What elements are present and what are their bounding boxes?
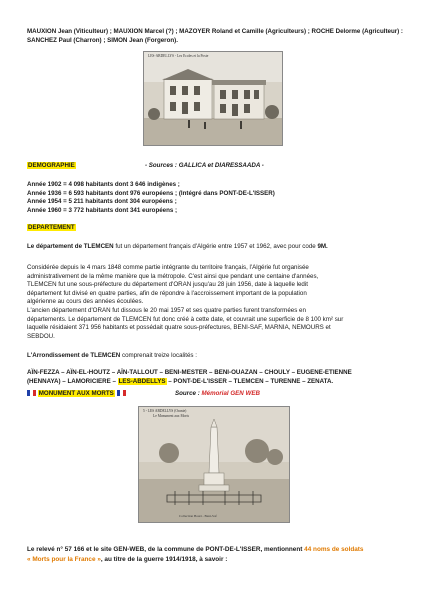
school-photo-caption: LES-ABDELLYS - Les Ecoles et la Poste <box>148 54 209 58</box>
localities-highlight: LES-ABDELLYS <box>118 377 166 385</box>
french-flag-icon <box>117 390 126 396</box>
paragraph-line: algérienne au cours des années écoulées. <box>27 298 144 306</box>
demographie-list <box>27 181 407 215</box>
footer-highlight: 44 noms de soldats <box>304 546 364 553</box>
monument-photo-caption-1: 5 - LES ABDELLYS (Oranie) <box>143 409 187 413</box>
footer-text <box>27 545 422 564</box>
french-flag-icon <box>27 390 36 396</box>
departement-intro-bold: Le département de TLEMCEN <box>27 243 114 250</box>
demographie-heading: DEMOGRAPHIE <box>28 162 75 169</box>
monument-source-name: Mémorial GEN WEB <box>201 390 260 397</box>
paragraph-line: SEBDOU. <box>27 332 55 340</box>
monument-source <box>175 390 260 399</box>
paragraph-line: L'ancien département d'ORAN fut dissous le 20 mai 1957 et ses quatre parties furent transformées en <box>27 306 306 314</box>
arrondissement-bold: L'Arrondissement de TLEMCEN <box>27 352 121 359</box>
localities <box>27 369 417 386</box>
footer-line-2 <box>27 555 422 565</box>
paragraph-line: départements. Le département de TLEMCEN fut donc créé à cette date, et couvrait une superficie de 8 100 km² sur <box>27 315 344 323</box>
localities-line-2-pre: (HENNAYA) – LAMORICIERE – <box>27 377 118 385</box>
arrondissement-rest: comprenait treize localités : <box>120 352 197 359</box>
footer-pre: Le relevé n° 57 166 et le site GEN-WEB, de la commune de PONT-DE-L'ISSER, mentionnent <box>27 546 305 553</box>
departement-heading: DEPARTEMENT <box>28 224 75 231</box>
footer-line2-rest: , au titre de la guerre 1914/1918, à savoir : <box>100 555 228 563</box>
demographie-heading-row <box>27 162 407 171</box>
localities-line-2 <box>27 378 417 387</box>
monument-heading: MONUMENT AUX MORTS <box>38 390 114 397</box>
departement-heading-row <box>27 224 76 233</box>
school-photo-drawing <box>144 52 282 145</box>
paragraph-line: laquelle résidaient 371 956 habitants et possédait quatre sous-préfectures, BENI-SAF, MARNIA, NEMOURS et <box>27 324 331 332</box>
demographie-row: Année 1936 = 6 593 habitants dont 976 européens ; (Intégré dans PONT-DE-L'ISSER) <box>27 189 275 197</box>
demographie-sources: - Sources : GALLICA et DIARESSAADA - <box>145 162 264 169</box>
demographie-row: Année 1954 = 5 211 habitants dont 304 européens ; <box>27 198 177 206</box>
departement-code: 9M. <box>317 243 328 250</box>
footer-line2-highlight: « Morts pour la France » <box>27 555 101 563</box>
paragraph-line: Considérée depuis le 4 mars 1848 comme partie intégrante du territoire français, l'Algérie fut organisée <box>27 264 309 271</box>
localities-line-2-post: – PONT-DE-L'ISSER – TLEMCEN – TURENNE – ZENATA. <box>166 377 334 385</box>
monument-heading-row <box>27 390 407 399</box>
monument-photo <box>138 406 290 523</box>
localities-line-1: AÏN-FEZZA – AÏN-EL-HOUTZ – AÏN-TALLOUT – BENI-MESTER – BENI-OUAZAN – CHOULY – EUGENE-ETIENNE <box>27 369 352 376</box>
footer-line-1 <box>27 545 422 555</box>
paragraph-line: département fut divisé en quatre parties, afin de répondre à l'accroissement important de la population <box>27 289 307 297</box>
demographie-row: Année 1960 = 3 772 habitants dont 341 européens ; <box>27 206 178 214</box>
paragraph-line: TLEMCEN fut une sous-préfecture du département d'ORAN jusqu'au 28 juin 1956, date à laquelle ledit <box>27 281 308 289</box>
monument-source-label: Source : <box>175 390 202 397</box>
header-line-2: SANCHEZ Paul (Charron) ; SIMON Jean (Forgeron). <box>27 36 178 44</box>
header-line-1: MAUXION Jean (Viticulteur) ; MAUXION Marcel (?) ; MAZOYER Roland et Camille (Agriculteurs) ; ROCHE Delorme (Agriculteur) : <box>27 28 403 35</box>
demographie-row: Année 1902 = 4 098 habitants dont 3 646 indigènes ; <box>27 181 180 188</box>
departement-intro <box>27 243 412 252</box>
departement-intro-rest: fut un département français d'Algérie entre 1957 et 1962, avec pour code <box>113 243 318 250</box>
paragraph-line: administrativement de la même manière que la métropole. C'est ainsi que pendant une centaine d'années, <box>27 272 319 280</box>
arrondissement-line <box>27 352 412 361</box>
monument-photo-drawing <box>139 407 289 522</box>
school-photo <box>143 51 283 146</box>
header-text <box>27 28 407 45</box>
monument-photo-caption-3: Collection Bouri - Beni-Saf <box>179 514 217 518</box>
departement-paragraph <box>27 264 417 341</box>
monument-photo-caption-2: Le Monument aux Morts <box>153 414 190 418</box>
